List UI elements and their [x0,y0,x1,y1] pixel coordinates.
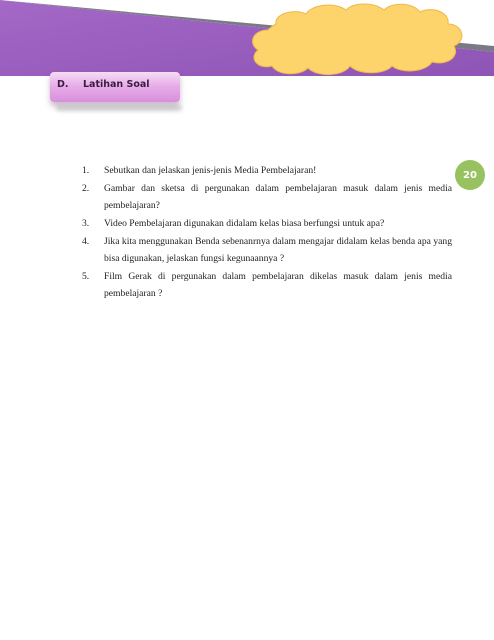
question-item [82,233,452,267]
tab-shadow [56,105,182,111]
section-heading-tab [50,72,180,102]
page-number-badge: 20 [455,160,485,190]
question-list [82,162,452,303]
question-item [82,162,452,179]
question-number: 2. [82,183,90,194]
section-letter: D. [57,79,69,90]
question-text: Sebutkan dan jelaskan jenis-jenis Media Pembelajaran! [104,165,317,176]
question-number: 1. [82,165,90,176]
cloud-icon [253,4,462,75]
question-number: 3. [82,218,90,229]
question-text: Gambar dan sketsa di pergunakan dalam pembelajaran masuk dalam jenis media pembelajaran? [104,183,452,211]
question-item [82,215,452,232]
question-text: Film Gerak di pergunakan dalam pembelajaran dikelas masuk dalam jenis media pembelajaran ? [104,271,452,299]
section-heading [57,79,150,90]
question-number: 4. [82,236,90,247]
header-banner [0,0,494,80]
question-number: 5. [82,271,90,282]
question-text: Video Pembelajaran digunakan didalam kelas biasa berfungsi untuk apa? [104,218,385,229]
question-item [82,268,452,302]
section-title: Latihan Soal [83,79,150,90]
question-item [82,180,452,214]
question-text: Jika kita menggunakan Benda sebenanrnya dalam mengajar didalam kelas benda apa yang bisa digunakan, jelaskan fungsi kegunaannya ? [104,236,452,264]
